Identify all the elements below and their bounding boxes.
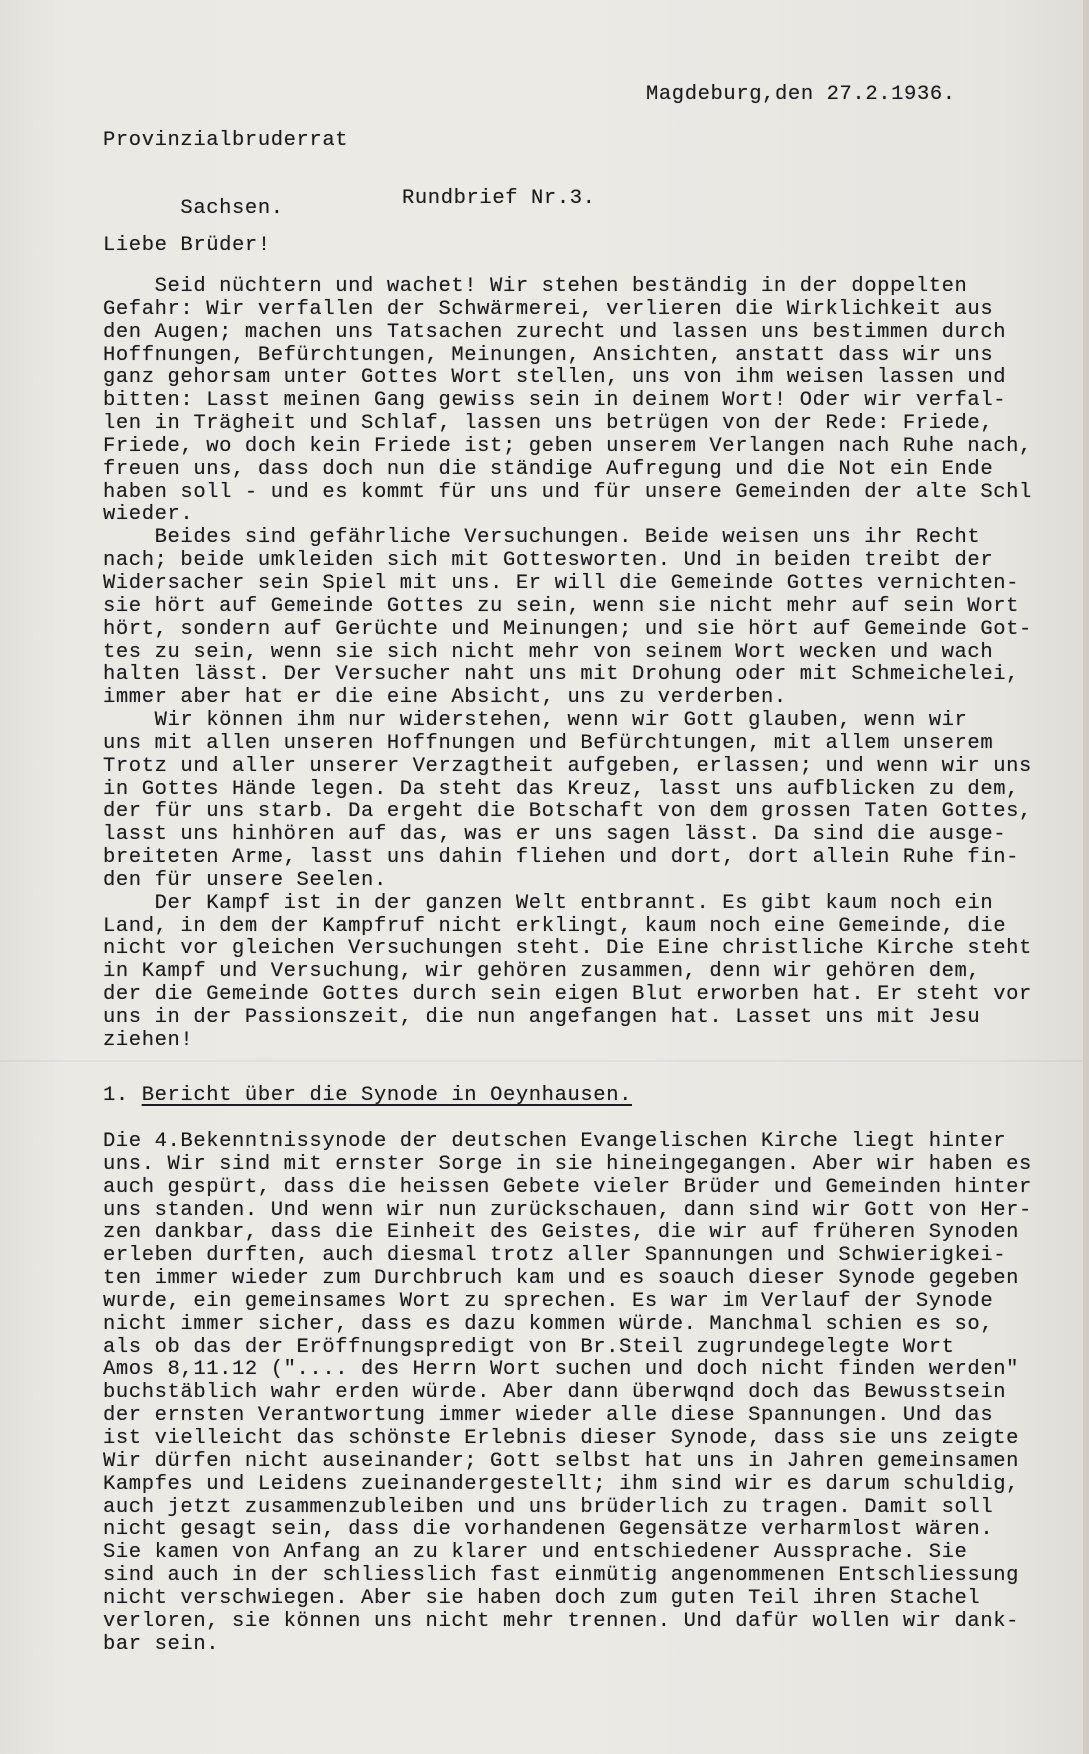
text-line: uns standen. Und wenn wir nun zurückschauen, dann sind wir Gott von Her- — [103, 1198, 1032, 1222]
text-line: der die Gemeinde Gottes durch sein eigen Blut erworben hat. Er steht vor — [103, 983, 1032, 1007]
text-line: auch jetzt zusammenzubleiben und uns brüderlich zu tragen. Damit soll — [103, 1495, 994, 1519]
text-line: Hoffnungen, Befürchtungen, Meinungen, Ansichten, anstatt dass wir uns — [103, 343, 994, 367]
text-line: halten lässt. Der Versucher naht uns mit Drohung oder mit Schmeichelei, — [103, 663, 1020, 687]
text-line: nicht immer sicher, dass es dazu kommen würde. Manchmal schien es so, — [103, 1312, 994, 1336]
text-line: len in Trägheit und Schlaf, lassen uns betrügen von der Rede: Friede, — [103, 412, 994, 436]
sender-line: Sachsen. — [103, 197, 284, 221]
text-line: der ernsten Verantwortung immer wieder alle diese Spannungen. Und das — [103, 1404, 994, 1428]
text-line: ziehen! — [103, 1028, 194, 1052]
text-line: Widersacher sein Spiel mit uns. Er will die Gemeinde Gottes vernichten- — [103, 571, 1020, 595]
text-line: in Gottes Hände legen. Da steht das Kreuz, lasst uns aufblicken zu dem, — [103, 777, 1020, 801]
text-line: Seid nüchtern und wachet! Wir stehen beständig in der doppelten — [103, 275, 968, 298]
section-number: 1. — [103, 1084, 129, 1107]
place-and-date: Magdeburg,den 27.2.1936. — [646, 83, 956, 106]
text-line: uns in der Passionszeit, die nun angefangen hat. Lasset uns mit Jesu — [103, 1006, 981, 1029]
text-line: Land, in dem der Kampfruf nicht erklingt, kaum noch eine Gemeinde, die — [103, 914, 1007, 938]
text-line: Sie kamen von Anfang an zu klarer und entschiedener Aussprache. Sie — [103, 1541, 968, 1565]
text-line: ganz gehorsam unter Gottes Wort stellen, uns von ihm weisen lassen und — [103, 366, 1007, 390]
text-line: den für unsere Seelen. — [103, 868, 387, 892]
salutation: Liebe Brüder! — [103, 234, 271, 257]
text-line: wieder. — [103, 503, 194, 527]
text-line: wurde, ein gemeinsames Wort zu sprechen. Es war im Verlauf der Synode — [103, 1289, 994, 1313]
text-line: bitten: Lasst meinen Gang gewiss sein in deinem Wort! Oder wir verfal- — [103, 389, 1007, 413]
text-line: als ob das der Eröffnungspredigt von Br.Steil zugrundegelegte Wort — [103, 1335, 955, 1359]
text-line: tes zu sein, wenn sie sich nicht mehr von seinem Wort wecken und wach — [103, 640, 994, 664]
text-line: der für uns starb. Da ergeht die Botschaft von dem grossen Taten Gottes, — [103, 800, 1032, 824]
text-line: Wir dürfen nicht auseinander; Gott selbst hat uns in Jahren gemeinsamen — [103, 1449, 1020, 1473]
text-line: Wir können ihm nur widerstehen, wenn wir Gott glauben, wenn wir — [103, 709, 968, 733]
text-line: Gefahr: Wir verfallen der Schwärmerei, verlieren die Wirklichkeit aus — [103, 297, 994, 321]
text-line: bar sein. — [103, 1632, 220, 1656]
text-line: hört, sondern auf Gerüchte und Meinungen; und sie hört auf Gemeinde Got- — [103, 617, 1032, 641]
text-line: Amos 8,11.12 (".... des Herrn Wort suchen und doch nicht finden werden" — [103, 1358, 1020, 1382]
paper-right-edge — [1083, 0, 1089, 1754]
text-line: lasst uns hinhören auf das, was er uns sagen lässt. Da sind die ausge- — [103, 823, 1007, 847]
text-line: haben soll - und es kommt für uns und für unsere Gemeinden der alte Schl — [103, 480, 1032, 504]
text-line: ist vielleicht das schönste Erlebnis dieser Synode, dass sie uns zeigte — [103, 1426, 1020, 1450]
text-line: sie hört auf Gemeinde Gottes zu sein, wenn sie nicht mehr auf sein Wort — [103, 594, 1020, 618]
text-line: Kampfes und Leidens zueinandergestellt; ihm sind wir es darum schuldig, — [103, 1472, 1020, 1496]
text-line: den Augen; machen uns Tatsachen zurecht und lassen uns bestimmen durch — [103, 320, 1007, 344]
text-line: Trotz und aller unserer Verzagtheit aufgeben, erlassen; und wenn wir uns — [103, 754, 1032, 778]
text-line: buchstäblich wahr erden würde. Aber dann überwqnd doch das Bewusstsein — [103, 1381, 1007, 1405]
letter-title: Rundbrief Nr.3. — [402, 187, 596, 210]
body-text — [103, 276, 1032, 1053]
text-line: Beides sind gefährliche Versuchungen. Beide weisen uns ihr Recht — [103, 526, 981, 550]
text-line: nach; beide umkleiden sich mit Gottesworten. Und in beiden treibt der — [103, 549, 994, 573]
text-line: ten immer wieder zum Durchbruch kam und es soauch dieser Synode gegeben — [103, 1267, 1020, 1291]
text-line: immer aber hat er die eine Absicht, uns zu verderben. — [103, 686, 787, 710]
text-line: zen dankbar, dass die Einheit des Geistes, die wir auf früheren Synoden — [103, 1221, 1020, 1245]
text-line: uns. Wir sind mit ernster Sorge in sie hineingegangen. Aber wir haben es — [103, 1152, 1032, 1176]
text-line: uns mit allen unseren Hoffnungen und Befürchtungen, mit allem unserem — [103, 731, 994, 755]
section-body-text — [103, 1131, 1032, 1656]
text-line: verloren, sie können uns nicht mehr trennen. Und dafür wollen wir dank- — [103, 1609, 1020, 1633]
text-line: Friede, wo doch kein Friede ist; geben unserem Verlangen nach Ruhe nach, — [103, 434, 1032, 458]
text-line: Die 4.Bekenntnissynode der deutschen Evangelischen Kirche liegt hinter — [103, 1130, 1007, 1153]
text-line: freuen uns, dass doch nun die ständige Aufregung und die Not ein Ende — [103, 457, 994, 481]
text-line: sind auch in der schliesslich fast einmütig angenommenen Entschliessung — [103, 1564, 1020, 1588]
text-line: breiteten Arme, lasst uns dahin fliehen und dort, dort allein Ruhe fin- — [103, 846, 1020, 870]
text-line: nicht verschwiegen. Aber sie haben doch zum guten Teil ihren Stachel — [103, 1586, 981, 1610]
text-line: Der Kampf ist in der ganzen Welt entbrannt. Es gibt kaum noch ein — [103, 891, 994, 915]
sender-line: Provinzialbruderrat — [103, 128, 349, 152]
section-heading — [103, 1085, 632, 1108]
text-line: erleben durften, auch diesmal trotz aller Spannungen und Schwierigkei- — [103, 1244, 1007, 1268]
text-line: nicht vor gleichen Versuchungen steht. Die Eine christliche Kirche steht — [103, 937, 1032, 961]
section-title: Bericht über die Synode in Oeynhausen. — [141, 1084, 632, 1107]
text-line: nicht gesagt sein, dass die vorhandenen Gegensätze verharmlost wären. — [103, 1518, 994, 1542]
text-line: in Kampf und Versuchung, wir gehören zusammen, denn wir gehören dem, — [103, 960, 981, 984]
text-line: auch gespürt, dass die heissen Gebete vieler Brüder und Gemeinden hinter — [103, 1175, 1032, 1199]
